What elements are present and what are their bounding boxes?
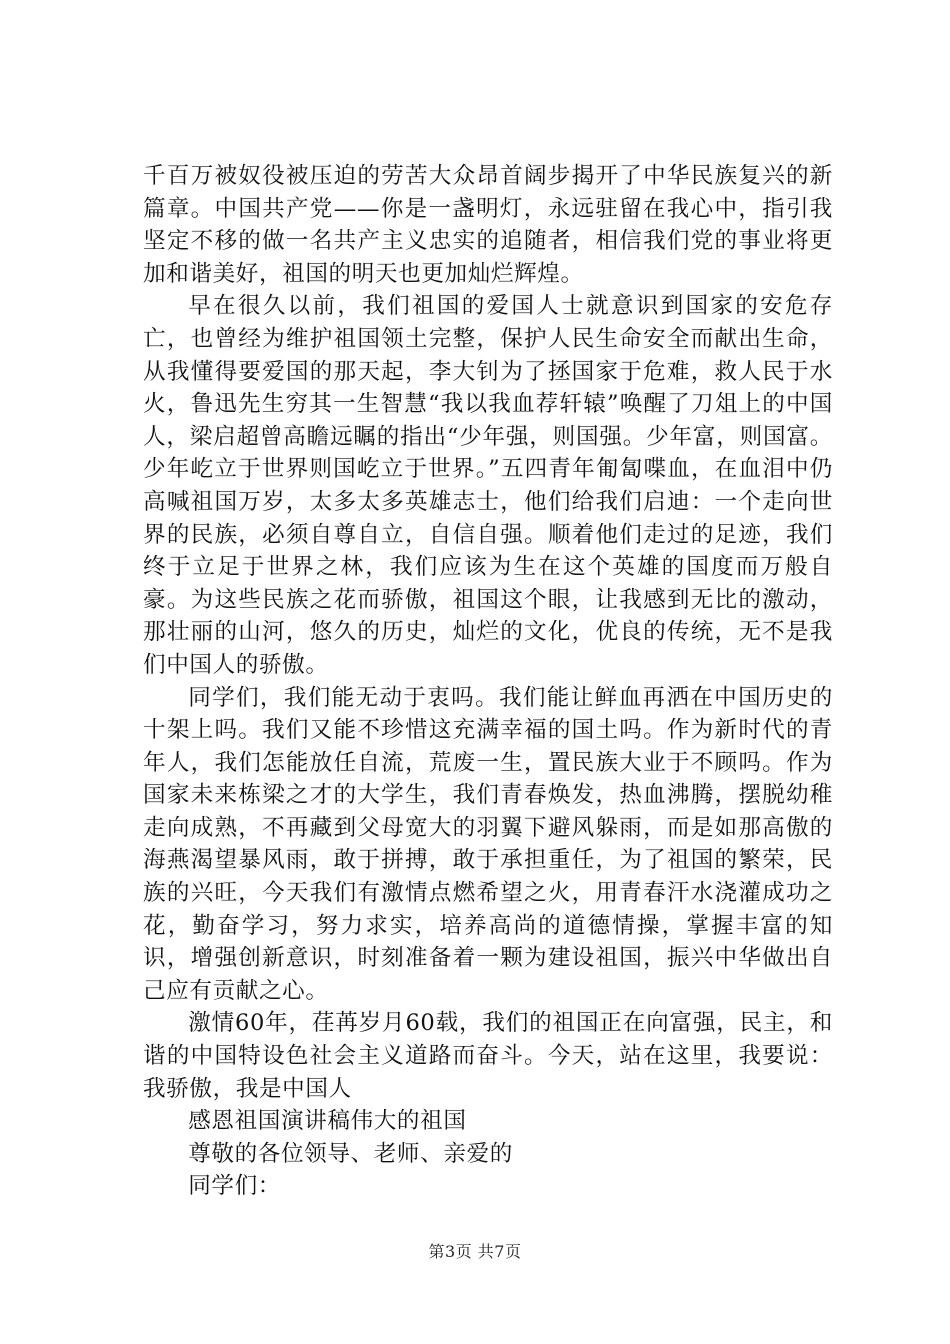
salutation-students-line: 同学们： (188, 1173, 281, 1200)
page-number-footer: 第3页 共7页 (428, 1242, 522, 1261)
paragraph-passion-60-years: 激情60年，荏苒岁月60载，我们的祖国正在向富强，民主，和谐的中国特设色社会主义道路而奋斗。今天，站在这里，我要说：我骄傲，我是中国人 (143, 1010, 833, 1102)
paragraph-students: 同学们，我们能无动于衷吗。我们能让鲜血再洒在中国历史的十架上吗。我们又能不珍惜这充满幸福的国土吗。作为新时代的青年人，我们怎能放任自流，荒废一生，置民族大业于不顾吗。作为国家未来栋梁之才的大学生，我们青春焕发，热血沸腾，摆脱幼稚走向成熟，不再藏到父母宽大的羽翼下避风躲雨，而是如那高傲的海燕渴望暴风雨，敢于拼搏，敢于承担重任，为了祖国的繁荣，民族的兴旺，今天我们有激情点燃希望之火，用青春汗水浇灌成功之花，勤奋学习，努力求实，培养高尚的道德情操，掌握丰富的知识，增强创新意识，时刻准备着一颗为建设祖国，振兴中华做出自己应有贡献之心。 (143, 684, 833, 1004)
paragraph-continuation: 千百万被奴役被压迫的劳苦大众昂首阔步揭开了中华民族复兴的新篇章。中国共产党——你是一盏明灯，永远驻留在我心中，指引我坚定不移的做一名共产主义忠实的追随者，相信我们党的事业将更加和谐美好，祖国的明天也更加灿烂辉煌。 (143, 163, 833, 287)
speech-title-line: 感恩祖国演讲稿伟大的祖国 (188, 1108, 467, 1135)
paragraph-patriots: 早在很久以前，我们祖国的爱国人士就意识到国家的安危存亡，也曾经为维护祖国领土完整，保护人民生命安全而献出生命，从我懂得要爱国的那天起，李大钊为了拯国家于危难，救人民于水火，鲁迅先生穷其一生智慧“我以我血荐轩辕”唤醒了刀俎上的中国人，梁启超曾高瞻远瞩的指出“少年强，则国强。少年富，则国富。少年屹立于世界则国屹立于世界。”五四青年匍匐喋血，在血泪中仍高喊祖国万岁，太多太多英雄志士，他们给我们启迪：一个走向世界的民族，必须自尊自立，自信自强。顺着他们走过的足迹，我们终于立足于世界之林，我们应该为生在这个英雄的国度而万般自豪。为这些民族之花而骄傲，祖国这个眼，让我感到无比的激动，那壮丽的山河，悠久的历史，灿烂的文化，优良的传统，无不是我们中国人的骄傲。 (143, 293, 833, 678)
document-body (143, 160, 833, 1203)
salutation-line: 尊敬的各位领导、老师、亲爱的 (188, 1140, 513, 1167)
